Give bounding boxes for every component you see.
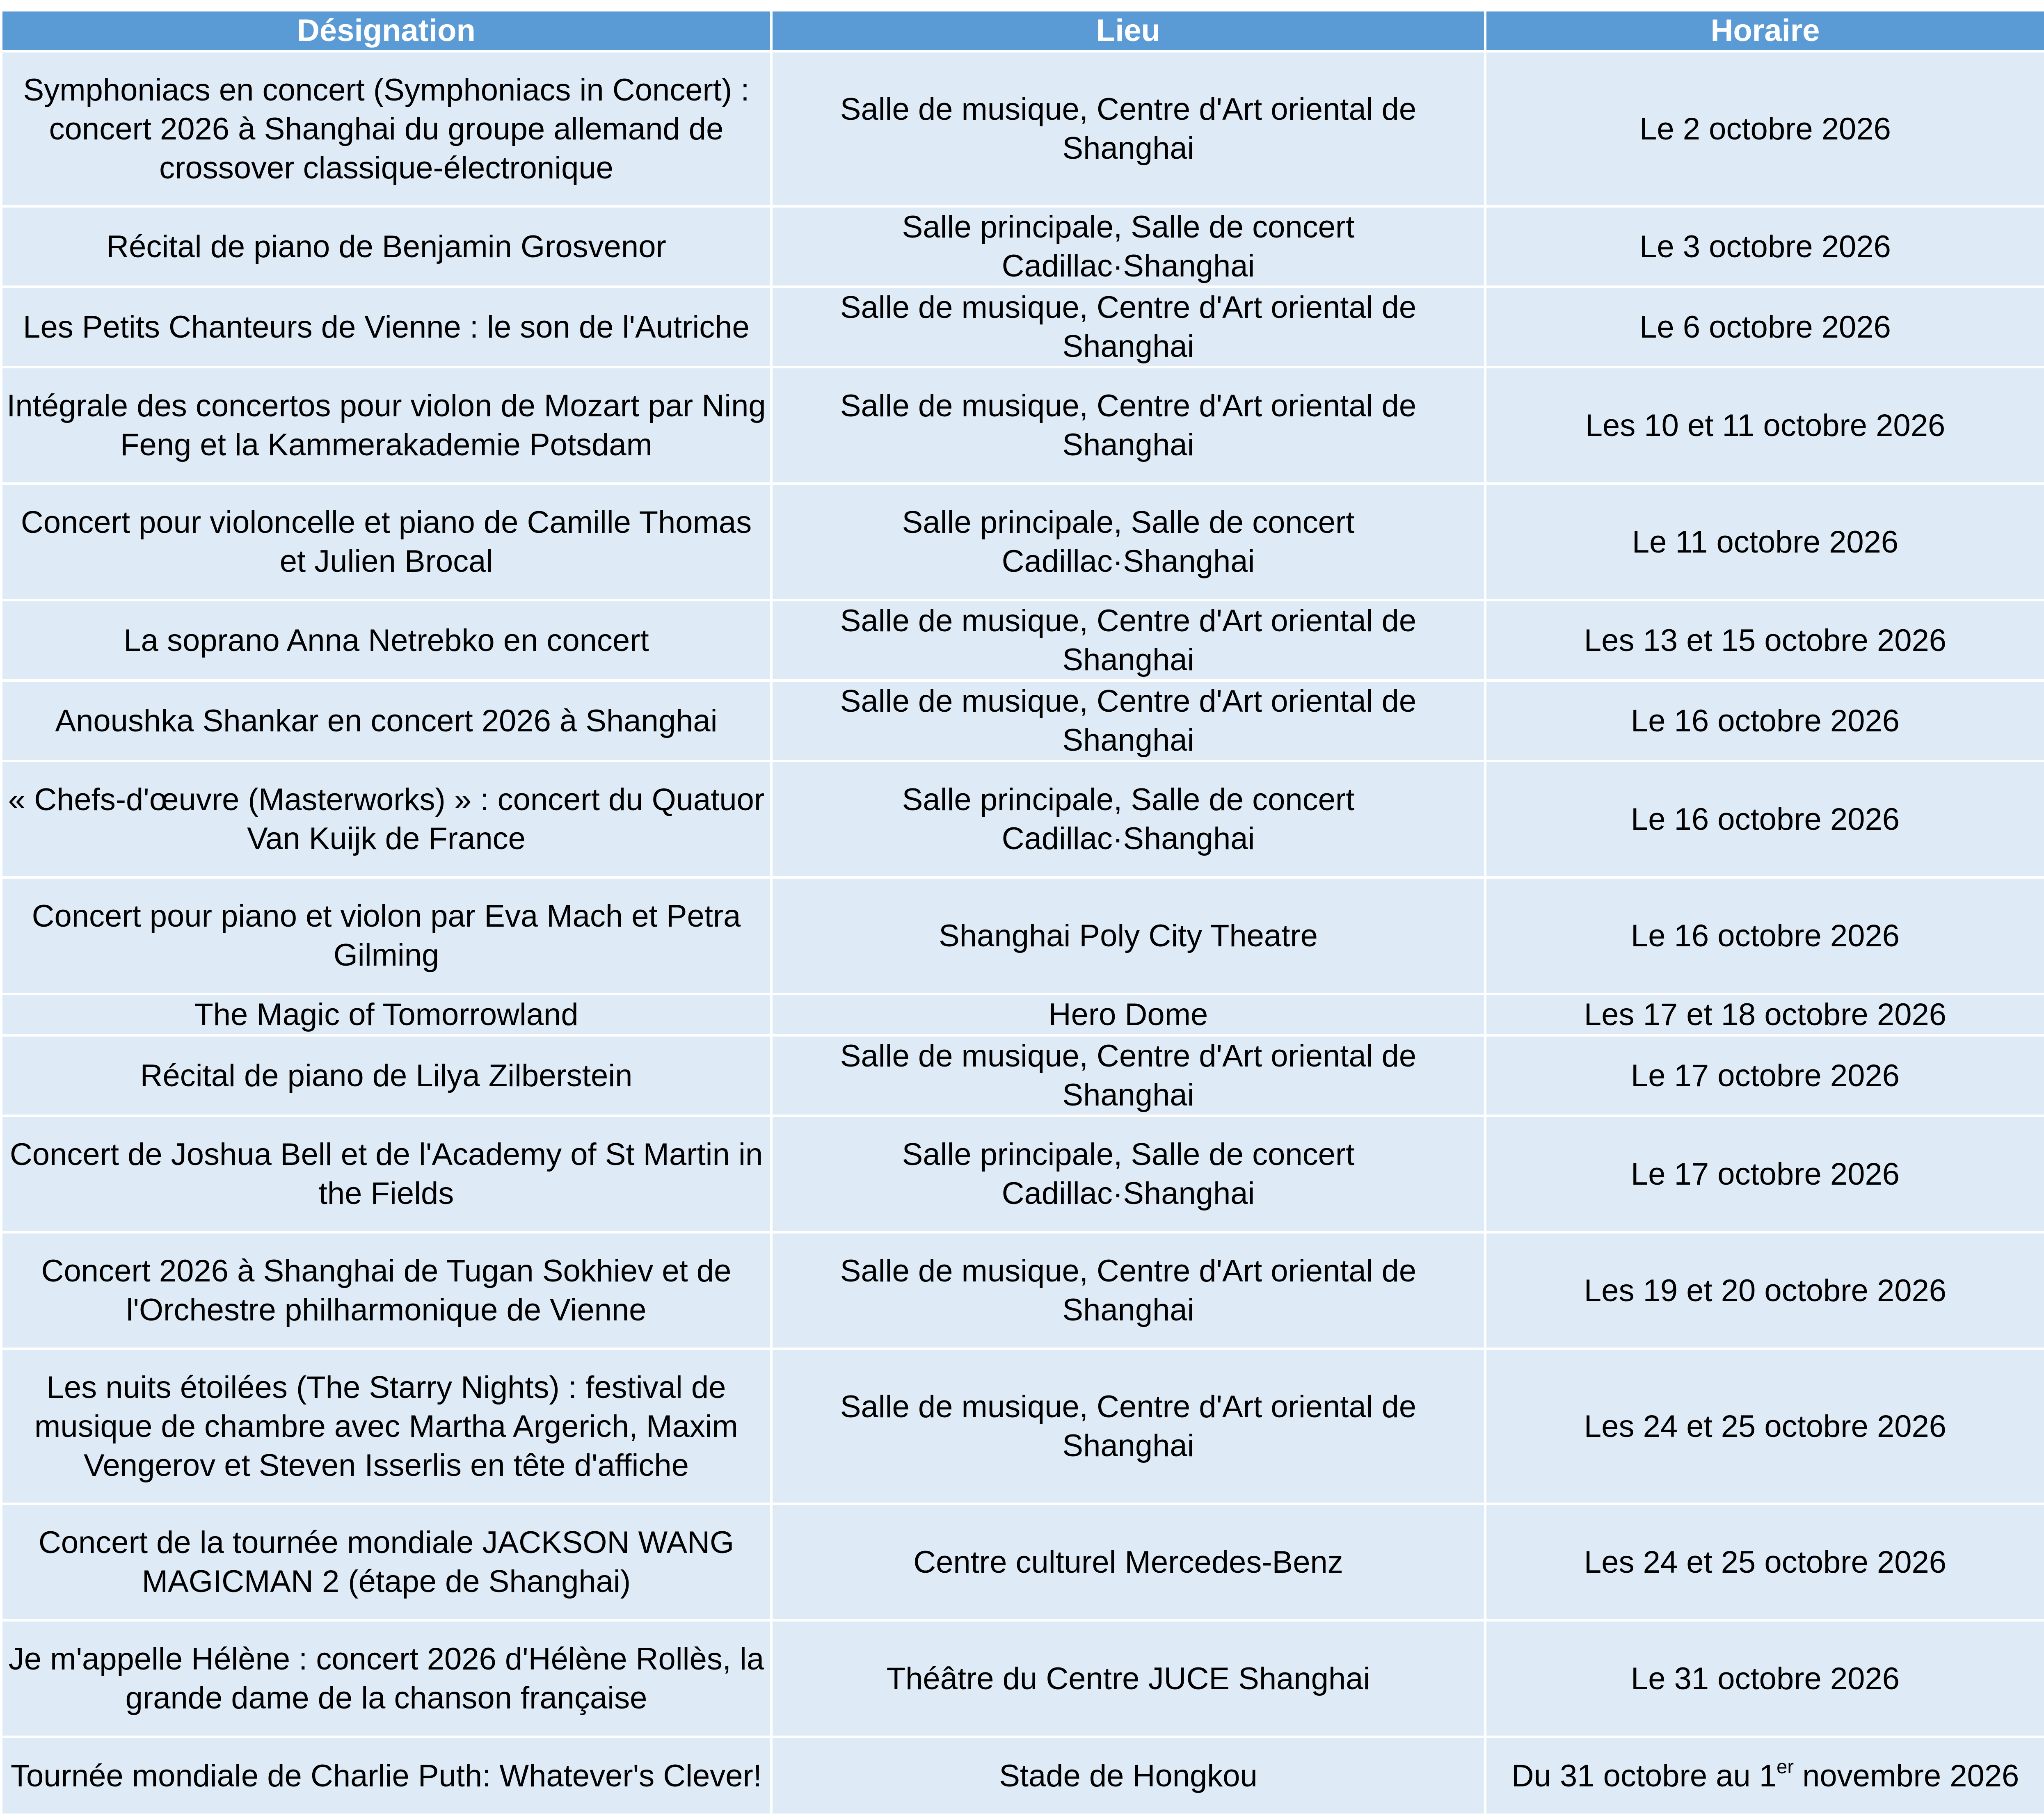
cell-lieu: Stade de Hongkou bbox=[771, 1737, 1485, 1815]
cell-lieu: Salle de musique, Centre d'Art oriental de Shanghai bbox=[771, 367, 1485, 484]
table-row bbox=[1, 1035, 2044, 1116]
cell-lieu: Salle principale, Salle de concert Cadillac·Shanghai bbox=[771, 484, 1485, 600]
header-designation: Désignation bbox=[1, 10, 771, 51]
cell-horaire: Le 17 octobre 2026 bbox=[1485, 1116, 2044, 1232]
cell-lieu: Hero Dome bbox=[771, 994, 1485, 1035]
cell-horaire bbox=[1485, 1737, 2044, 1815]
cell-horaire: Le 16 octobre 2026 bbox=[1485, 761, 2044, 877]
cell-designation: Concert pour piano et violon par Eva Mach et Petra Gilming bbox=[1, 877, 771, 994]
horaire-text-end: novembre 2026 bbox=[1794, 1758, 2019, 1793]
cell-designation: Concert 2026 à Shanghai de Tugan Sokhiev et de l'Orchestre philharmonique de Vienne bbox=[1, 1232, 771, 1349]
cell-designation: Concert pour violoncelle et piano de Camille Thomas et Julien Brocal bbox=[1, 484, 771, 600]
events-table bbox=[0, 9, 2044, 1816]
cell-designation: Symphoniacs en concert (Symphoniacs in Concert) : concert 2026 à Shanghai du groupe allemand de crossover classique-électronique bbox=[1, 51, 771, 206]
cell-horaire: Le 31 octobre 2026 bbox=[1485, 1620, 2044, 1737]
cell-designation: « Chefs-d'œuvre (Masterworks) » : concert du Quatuor Van Kuijk de France bbox=[1, 761, 771, 877]
cell-lieu: Centre culturel Mercedes-Benz bbox=[771, 1504, 1485, 1620]
cell-horaire: Les 13 et 15 octobre 2026 bbox=[1485, 600, 2044, 681]
table-row bbox=[1, 761, 2044, 877]
table-row bbox=[1, 994, 2044, 1035]
table-row bbox=[1, 1349, 2044, 1504]
cell-designation: Je m'appelle Hélène : concert 2026 d'Hélène Rollès, la grande dame de la chanson française bbox=[1, 1620, 771, 1737]
table-body bbox=[1, 51, 2044, 1815]
cell-lieu: Salle principale, Salle de concert Cadillac·Shanghai bbox=[771, 761, 1485, 877]
cell-horaire: Le 16 octobre 2026 bbox=[1485, 681, 2044, 761]
cell-lieu: Shanghai Poly City Theatre bbox=[771, 877, 1485, 994]
table-row bbox=[1, 51, 2044, 206]
cell-horaire: Le 2 octobre 2026 bbox=[1485, 51, 2044, 206]
cell-designation: Concert de Joshua Bell et de l'Academy of St Martin in the Fields bbox=[1, 1116, 771, 1232]
table-row bbox=[1, 484, 2044, 600]
cell-designation: Les nuits étoilées (The Starry Nights) : festival de musique de chambre avec Martha Argerich, Maxim Vengerov et Steven Isserlis en tête d'affiche bbox=[1, 1349, 771, 1504]
cell-lieu: Salle de musique, Centre d'Art oriental de Shanghai bbox=[771, 51, 1485, 206]
cell-designation: The Magic of Tomorrowland bbox=[1, 994, 771, 1035]
table-row bbox=[1, 877, 2044, 994]
cell-lieu: Salle de musique, Centre d'Art oriental de Shanghai bbox=[771, 681, 1485, 761]
table-row bbox=[1, 367, 2044, 484]
table-row bbox=[1, 1737, 2044, 1815]
cell-horaire: Le 11 octobre 2026 bbox=[1485, 484, 2044, 600]
cell-lieu: Salle de musique, Centre d'Art oriental de Shanghai bbox=[771, 287, 1485, 367]
header-lieu: Lieu bbox=[771, 10, 1485, 51]
horaire-superscript: er bbox=[1776, 1756, 1794, 1778]
cell-horaire: Le 6 octobre 2026 bbox=[1485, 287, 2044, 367]
cell-lieu: Salle de musique, Centre d'Art oriental de Shanghai bbox=[771, 1035, 1485, 1116]
table-row bbox=[1, 600, 2044, 681]
cell-lieu: Salle principale, Salle de concert Cadillac·Shanghai bbox=[771, 1116, 1485, 1232]
cell-designation: Tournée mondiale de Charlie Puth: Whatever's Clever! bbox=[1, 1737, 771, 1815]
cell-designation: Intégrale des concertos pour violon de Mozart par Ning Feng et la Kammerakademie Potsdam bbox=[1, 367, 771, 484]
cell-horaire: Les 24 et 25 octobre 2026 bbox=[1485, 1504, 2044, 1620]
cell-designation: La soprano Anna Netrebko en concert bbox=[1, 600, 771, 681]
cell-horaire: Les 10 et 11 octobre 2026 bbox=[1485, 367, 2044, 484]
cell-horaire: Les 17 et 18 octobre 2026 bbox=[1485, 994, 2044, 1035]
cell-designation: Concert de la tournée mondiale JACKSON WANG MAGICMAN 2 (étape de Shanghai) bbox=[1, 1504, 771, 1620]
cell-lieu: Salle de musique, Centre d'Art oriental de Shanghai bbox=[771, 1232, 1485, 1349]
cell-horaire: Le 16 octobre 2026 bbox=[1485, 877, 2044, 994]
cell-lieu: Salle de musique, Centre d'Art oriental de Shanghai bbox=[771, 600, 1485, 681]
cell-horaire: Le 17 octobre 2026 bbox=[1485, 1035, 2044, 1116]
cell-lieu: Théâtre du Centre JUCE Shanghai bbox=[771, 1620, 1485, 1737]
table-row bbox=[1, 287, 2044, 367]
cell-designation: Anoushka Shankar en concert 2026 à Shanghai bbox=[1, 681, 771, 761]
events-table-container bbox=[0, 9, 2044, 1816]
table-row bbox=[1, 1116, 2044, 1232]
cell-horaire: Les 19 et 20 octobre 2026 bbox=[1485, 1232, 2044, 1349]
cell-lieu: Salle principale, Salle de concert Cadillac·Shanghai bbox=[771, 206, 1485, 287]
horaire-text: Du 31 octobre au 1 bbox=[1511, 1758, 1777, 1793]
table-row bbox=[1, 1620, 2044, 1737]
cell-horaire: Les 24 et 25 octobre 2026 bbox=[1485, 1349, 2044, 1504]
cell-designation: Les Petits Chanteurs de Vienne : le son de l'Autriche bbox=[1, 287, 771, 367]
table-row bbox=[1, 681, 2044, 761]
table-row bbox=[1, 1232, 2044, 1349]
cell-designation: Récital de piano de Lilya Zilberstein bbox=[1, 1035, 771, 1116]
cell-horaire: Le 3 octobre 2026 bbox=[1485, 206, 2044, 287]
cell-designation: Récital de piano de Benjamin Grosvenor bbox=[1, 206, 771, 287]
cell-lieu: Salle de musique, Centre d'Art oriental de Shanghai bbox=[771, 1349, 1485, 1504]
table-header-row bbox=[1, 10, 2044, 51]
header-horaire: Horaire bbox=[1485, 10, 2044, 51]
table-row bbox=[1, 1504, 2044, 1620]
table-row bbox=[1, 206, 2044, 287]
